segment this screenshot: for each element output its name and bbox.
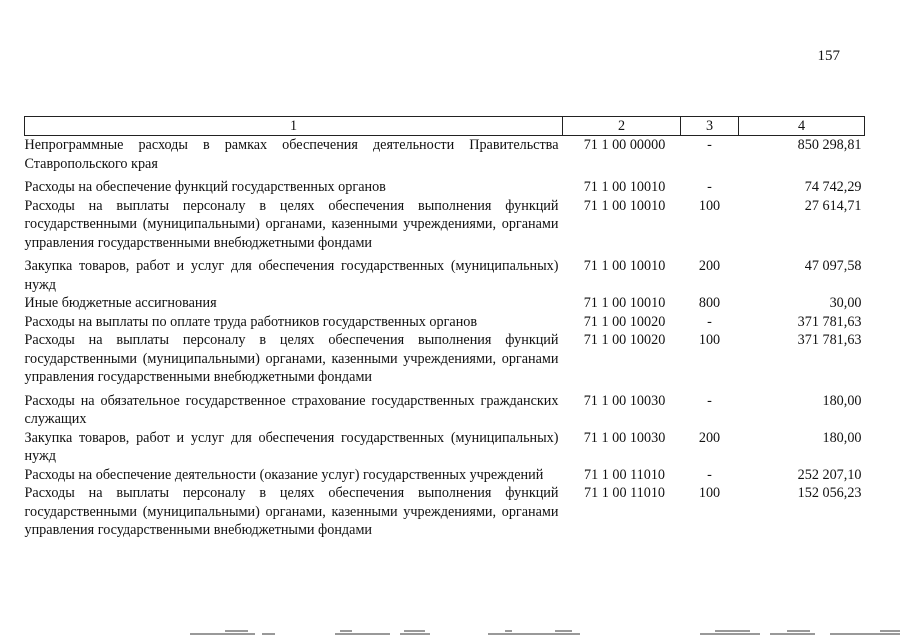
row-amount: 371 781,63 bbox=[797, 332, 862, 348]
row-type: - bbox=[707, 137, 712, 153]
budget-table bbox=[24, 116, 865, 540]
scan-artifact-marks bbox=[0, 622, 900, 640]
row-name: Закупка товаров, работ и услуг для обеспечения государственных (муниципальных) нужд bbox=[24, 429, 559, 464]
row-amount: 74 742,29 bbox=[804, 179, 862, 195]
table-row bbox=[25, 313, 865, 332]
header-col-3: 3 bbox=[681, 117, 739, 136]
row-code: 71 1 00 10010 bbox=[583, 258, 666, 274]
row-code: 71 1 00 10010 bbox=[583, 295, 666, 311]
row-amount: 47 097,58 bbox=[804, 258, 862, 274]
row-type: 100 bbox=[698, 197, 721, 214]
table-row bbox=[25, 331, 865, 392]
header-col-1: 1 bbox=[25, 117, 563, 136]
table-row bbox=[25, 178, 865, 197]
row-amount: 180,00 bbox=[822, 392, 862, 409]
row-type: - bbox=[707, 392, 712, 409]
row-amount: 371 781,63 bbox=[797, 313, 862, 330]
page-number: 157 bbox=[817, 48, 840, 64]
row-type: 200 bbox=[698, 429, 721, 446]
row-name: Расходы на выплаты персоналу в целях обеспечения выполнения функций государственными (муниципальными) органами, казенными учреждениями, органами управления государственными внебюджетными фондами bbox=[24, 332, 559, 385]
row-name: Расходы на выплаты персоналу в целях обеспечения выполнения функций государственными (муниципальными) органами, казенными учреждениями, органами управления государственными внебюджетными фондами bbox=[24, 485, 559, 538]
row-amount: 180,00 bbox=[822, 429, 862, 446]
table-header-row bbox=[25, 117, 865, 136]
row-type: 800 bbox=[698, 295, 721, 311]
row-code: 71 1 00 11010 bbox=[583, 485, 666, 501]
row-name: Расходы на выплаты персоналу в целях обеспечения выполнения функций государственными (муниципальными) органами, казенными учреждениями, органами управления государственными внебюджетными фондами bbox=[24, 197, 559, 251]
row-name: Расходы на обеспечение функций государственных органов bbox=[24, 179, 386, 195]
row-type: - bbox=[707, 313, 712, 330]
row-type: 200 bbox=[698, 258, 721, 274]
row-code: 71 1 00 10020 bbox=[583, 332, 666, 348]
header-col-2: 2 bbox=[563, 117, 681, 136]
table-row bbox=[25, 257, 865, 294]
row-type: - bbox=[707, 179, 712, 195]
row-code: 71 1 00 10010 bbox=[583, 197, 666, 214]
row-type: - bbox=[707, 466, 712, 483]
row-name: Расходы на выплаты по оплате труда работников государственных органов bbox=[24, 313, 478, 330]
row-amount: 850 298,81 bbox=[797, 137, 862, 153]
table-row bbox=[25, 466, 865, 485]
table-row bbox=[25, 392, 865, 429]
row-code: 71 1 00 10010 bbox=[583, 179, 666, 195]
row-name: Закупка товаров, работ и услуг для обеспечения государственных (муниципальных) нужд bbox=[24, 258, 559, 293]
row-name: Непрограммные расходы в рамках обеспечения деятельности Правительства Ставропольского края bbox=[24, 137, 559, 172]
row-name: Иные бюджетные ассигнования bbox=[24, 295, 217, 311]
row-code: 71 1 00 10030 bbox=[583, 392, 666, 409]
row-name: Расходы на обязательное государственное страхование государственных гражданских служащих bbox=[24, 392, 559, 427]
row-amount: 152 056,23 bbox=[797, 485, 862, 501]
table-row bbox=[25, 294, 865, 313]
row-name: Расходы на обеспечение деятельности (оказание услуг) государственных учреждений bbox=[24, 466, 544, 483]
row-code: 71 1 00 10030 bbox=[583, 429, 666, 446]
row-amount: 27 614,71 bbox=[804, 197, 862, 214]
row-code: 71 1 00 10020 bbox=[583, 313, 666, 330]
table-row bbox=[25, 197, 865, 258]
row-code: 71 1 00 11010 bbox=[583, 466, 666, 483]
row-type: 100 bbox=[698, 485, 721, 501]
row-type: 100 bbox=[698, 332, 721, 348]
row-amount: 252 207,10 bbox=[797, 466, 862, 483]
header-col-4: 4 bbox=[739, 117, 865, 136]
table-row bbox=[25, 136, 865, 179]
row-amount: 30,00 bbox=[829, 295, 862, 311]
table-row bbox=[25, 484, 865, 540]
row-code: 71 1 00 00000 bbox=[583, 137, 666, 153]
table-row bbox=[25, 429, 865, 466]
